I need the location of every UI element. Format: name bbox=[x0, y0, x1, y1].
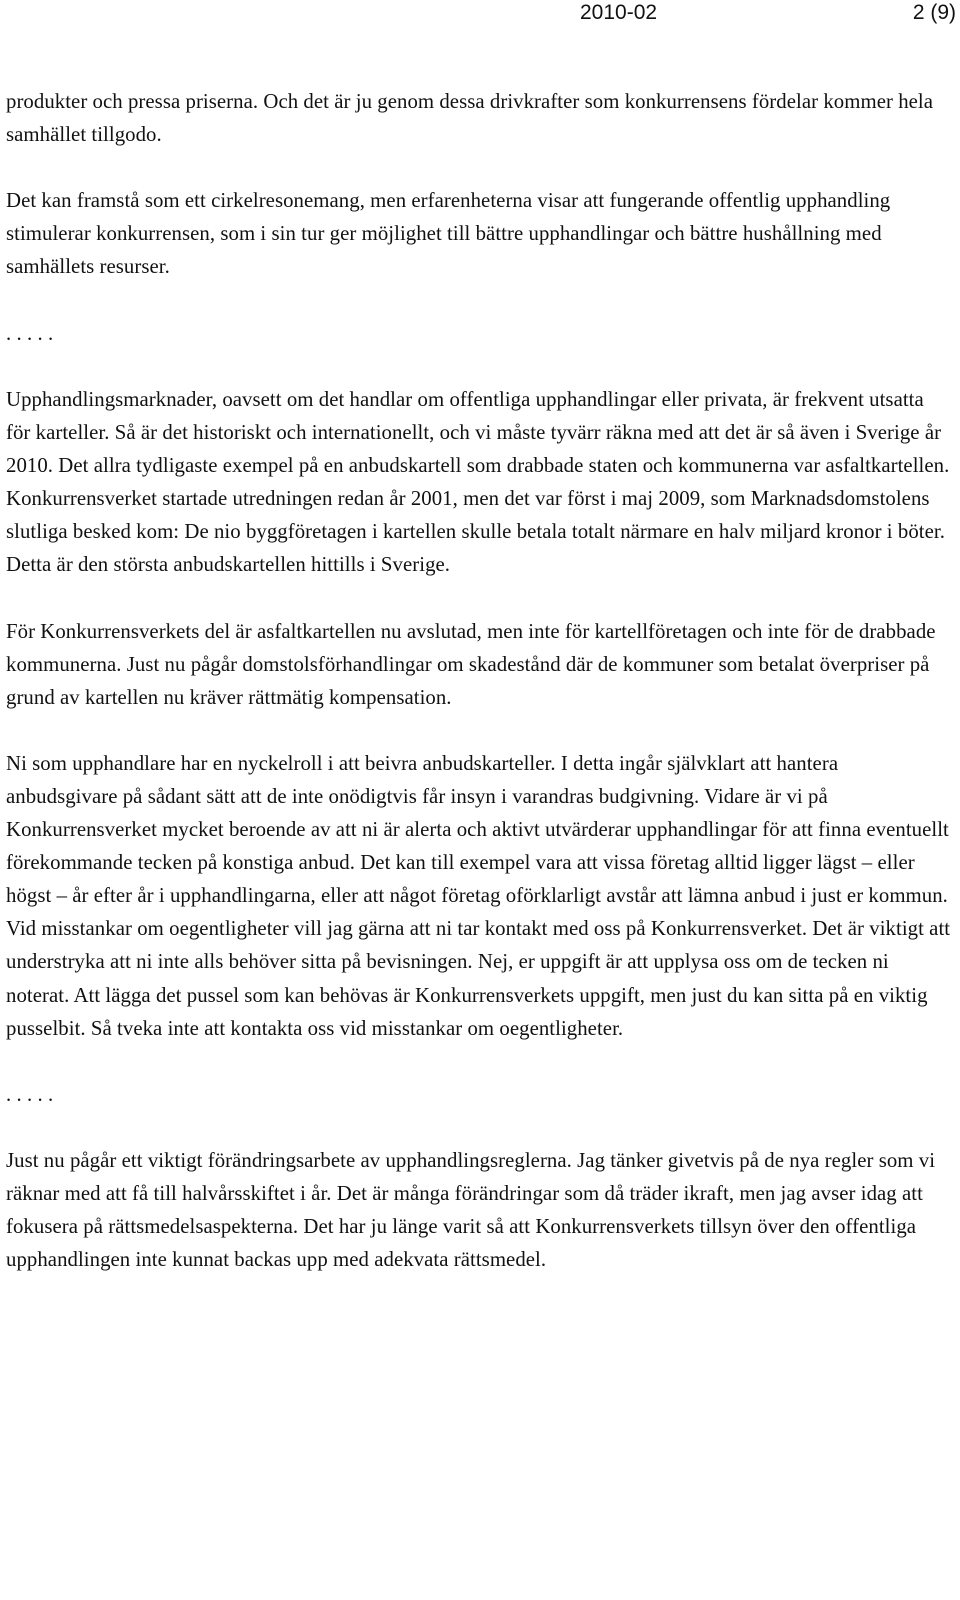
section-separator: . . . . . bbox=[6, 1082, 54, 1106]
paragraph: produkter och pressa priserna. Och det är ju genom dessa drivkrafter som konkurrensens fördelar kommer hela samhället tillgodo. bbox=[6, 90, 934, 147]
paragraph: Upphandlingsmarknader, oavsett om det handlar om offentliga upphandlingar eller privata, är frekvent utsatta för karteller. Så är det historiskt och internationellt, och vi måste tyvärr räkna med att det är så även i Sverige år 2010. Det allra tydligaste exempel på en anbudskartell som drabbade staten och kommunerna var asfaltkartellen. Konkurrensverket startade utredningen redan år 2001, men det var först i maj 2009, som Marknadsdomstolens slutliga besked kom: De nio byggföretagen i kartellen skulle betala totalt närmare en halv miljard kronor i böter. Detta är den största anbudskartellen hittills i Sverige. bbox=[6, 387, 950, 577]
header-page-number: 2 (9) bbox=[912, 1, 956, 24]
header-date: 2010-02 bbox=[580, 1, 658, 24]
paragraph: Det kan framstå som ett cirkelresonemang, men erfarenheterna visar att fungerande offentlig upphandling stimulerar konkurrensen, som i sin tur ger möjlighet till bättre upphandlingar och bättre hushållning med samhällets resurser. bbox=[6, 189, 891, 279]
page-header bbox=[0, 0, 960, 30]
document-body bbox=[6, 85, 951, 1276]
section-separator: . . . . . bbox=[6, 321, 54, 345]
paragraph: För Konkurrensverkets del är asfaltkartellen nu avslutad, men inte för kartellföretagen och inte för de drabbade kommunerna. Just nu pågår domstolsförhandlingar om skadestånd där de kommuner som betalat överpriser på grund av kartellen nu kräver rättmätig kompensation. bbox=[6, 619, 936, 709]
paragraph: Just nu pågår ett viktigt förändringsarbete av upphandlingsreglerna. Jag tänker givetvis på de nya regler som vi räknar med att få till halvårsskiftet i år. Det är många förändringar som då träder ikraft, men jag avser idag att fokusera på rättsmedelsaspekterna. Det har ju länge varit så att Konkurrensverkets tillsyn över den offentliga upphandlingen inte kunnat backas upp med adekvata rättsmedel. bbox=[6, 1149, 936, 1272]
paragraph: Ni som upphandlare har en nyckelroll i att beivra anbudskarteller. I detta ingår självklart att hantera anbudsgivare på sådant sätt att de inte onödigtvis får insyn i varandras budgivning. Vidare är vi på Konkurrensverket mycket beroende av att ni är alerta och aktivt utvärderar upphandlingar för att finna eventuellt förekommande tecken på konstiga anbud. Det kan till exempel vara att vissa företag alltid ligger lägst – eller högst – år efter år i upphandlingarna, eller att något företag oförklarligt avstår att lämna anbud i just er kommun. Vid misstankar om oegentligheter vill jag gärna att ni tar kontakt med oss på Konkurrensverket. Det är viktigt att understryka att ni inte alls behöver sitta på bevisningen. Nej, er uppgift är att upplysa oss om de tecken ni noterat. Att lägga det pussel som kan behövas är Konkurrensverkets uppgift, men just du kan sitta på en viktig pusselbit. Så tveka inte att kontakta oss vid misstankar om oegentligheter. bbox=[6, 751, 951, 1040]
